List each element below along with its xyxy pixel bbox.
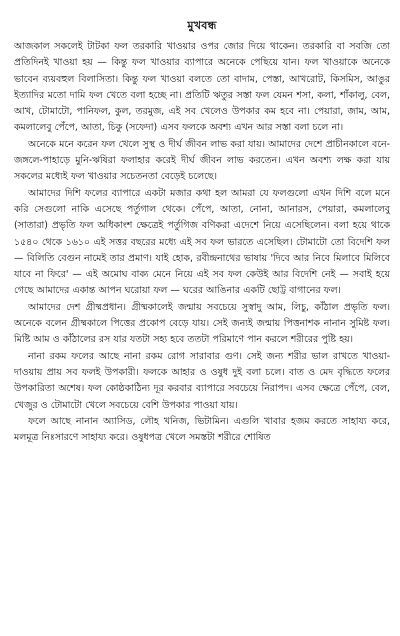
paragraph-3: আমাদের দিশি ফলের ব্যাপারে একটা মজার কথা হল আমরা যে ফলগুলো এখন দিশি বলে মনে করি সেগুলো নাকি এসেছে পর্তুগাল থেকে। পেঁপে, আতা, নোনা, আনারস, পেয়ারা, কমলালেবু (সাতারা) প্রভৃতি ফল অধিকাংশ ক্ষেত্রেই পর্তুগিজ বণিকরা এদেশে নিয়ে এসেছিলেন। বলা হয়ে থাকে ১৫৪০ থেকে ১৬১০ এই সত্তর বছরের মধ্যে এই সব ফল ভারতে এসেছিল। টোমাটো তো বিদেশি ফল — বিলিতি বেগুন নামেই তার প্রমাণ। যাই হোক, রবীন্দ্রনাথের ভাষায় 'দিবে আর নিবে মিলাবে মিলিবে যাবে না ফিরে' — এই অমোঘ বাক্য মেনে নিয়ে এই সব ফল কেউই আর বিদেশি নেই — সবাই হয়ে গেছে আমাদের একান্ত আপন ঘরোয়া ফল — ঘরের আঙিনার একটি ছোট্ট বাগানের ফল। [14,187,390,297]
paragraph-2: অনেকে মনে করেন ফল খেলে সুস্থ ও দীর্ঘ জীবন লাভ করা যায়। আমাদের দেশে প্রাচীনকালে বনে-জঙ্গলে-পাহাড়ে মুনি-ঋষিরা ফলাহার করেই দীর্ঘ জীবন লাভ করতেন। এখন অবশ্য লক্ষ করা যায় সকলের মধ্যেই ফল খাওয়ার সচেতনতা বেড়েই চলেছে। [14,138,390,183]
paragraph-6: ফলে আছে নানান অ্যাসিড, লৌহ খনিজ, ভিটামিন। এগুলি খাবার হজম করতে সাহায্য করে, মলমূত্র নিঃসারণে সাহায্য করে। ওষুধপত্র খেলে সমস্তটা শরীরে শোষিত [14,415,390,444]
paragraph-1: আজকাল সকলেই টাটকা ফল তরকারি খাওয়ার ওপর জোর দিয়ে থাকেন। তরকারি বা সবজি তো প্রতিদিনই খাওয়া হয় — কিন্তু ফল খাওয়ার ব্যাপারে অনেকে পেছিয়ে যান। ফল খাওয়াকে অনেকে ভাবেন ব্যয়বহুল বিলাসিতা। কিন্তু ফল খাওয়া বলতে তো বাদাম, পেস্তা, আখরোট, কিসমিস, আঙুর ইত্যাদির মতো দামি ফল খেতে বলা হচ্ছে না। প্রতিটি ঋতুর সস্তা ফল যেমন শসা, কলা, শাঁকালু, বেল, আখ, টোমাটো, পানিফল, কুল, তরমুজ, এই সব খেলেও উপকার কম হবে না। পেয়ারা, জাম, আম, কমলালেবু পেঁপে, আতা, চিকু (সফেদা) এসব ফলকে অবশ্য এখন আর সস্তা বলা চলে না। [14,41,390,134]
paragraph-4: আমাদের দেশ গ্রীষ্মপ্রধান। গ্রীষ্মকালেই জন্মায় সবচেয়ে সুস্বাদু আম, লিচু, কাঁঠাল প্রভৃতি ফল। অনেকে বলেন গ্রীষ্মকালে পিত্তের প্রকোপ বেড়ে যায়। সেই জন্যই জন্মায় পিত্তনাশক নানান সুমিষ্ট ফল। মিষ্টি আম ও কাঁঠালের রস যার যতটা সহ্য হবে ততটা পরিমাণে পান করলে শরীরের পুষ্টি হয়। [14,301,390,346]
paragraph-5: নানা রকম ফলের আছে নানা রকম রোগ সারাবার গুণ। সেই জন্য শরীর ভাল রাখতে খাওয়া-দাওয়ায় প্রায় সব ফলই উপকারী। ফলকে আহার ও ওষুধ দুই বলা চলে। বাত ও মেদ বৃদ্ধিতে ফলের উপকারিতা অশেষ। ফল কোষ্ঠকাঠিন্য দূর করবার ব্যাপারে সবচেয়ে নিরাপদ। এসব ক্ষেত্রে পেঁপে, বেল, খেজুর ও টোমাটো খেলে সবচেয়ে বেশি উপকার পাওয়া যায়। [14,350,390,411]
page-title: মুখবন্ধ [187,19,217,32]
